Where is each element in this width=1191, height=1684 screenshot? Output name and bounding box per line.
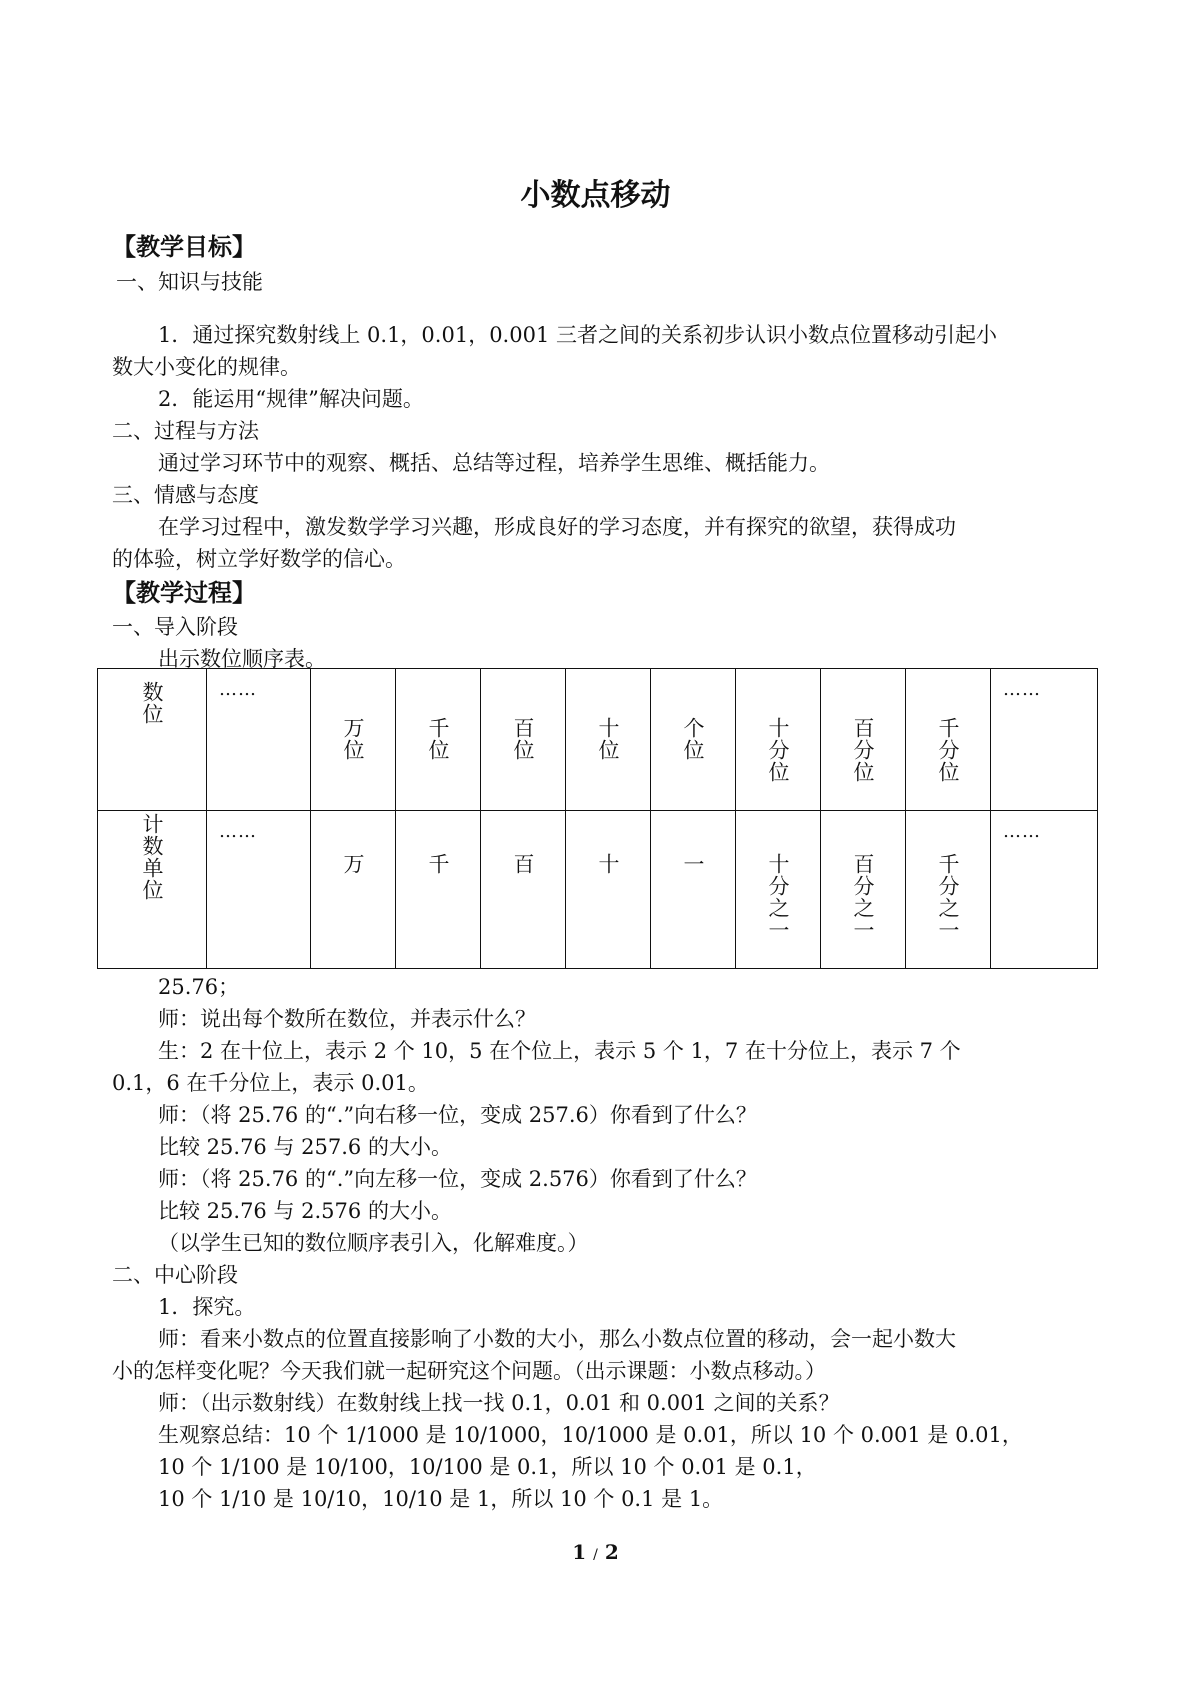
text-line: 生：2 在十位上，表示 2 个 10，5 在个位上，表示 5 个 1，7 在十分位上，表示 7 个	[158, 1039, 961, 1063]
unit-cell	[651, 811, 736, 969]
page-title: 小数点移动	[520, 178, 671, 213]
place-cell	[651, 669, 736, 811]
table-row-units	[98, 811, 1098, 969]
text-line: （以学生已知的数位顺序表引入，化解难度。）	[158, 1231, 589, 1255]
unit-label: 千	[426, 853, 450, 875]
goals-s2-text: 通过学习环节中的观察、概括、总结等过程，培养学生思维、概括能力。	[158, 451, 830, 475]
row-label-units: 计数单位	[140, 813, 164, 901]
text-line: 10 个 1/100 是 10/100，10/100 是 0.1，所以 10 个 0.01 是 0.1，	[158, 1455, 817, 1479]
page-current: 1	[572, 1540, 587, 1564]
process-p1-heading: 一、导入阶段	[112, 615, 238, 639]
place-label: 个位	[681, 717, 705, 761]
place-value-table	[97, 668, 1098, 969]
place-cell	[821, 669, 906, 811]
place-label: 十位	[596, 717, 620, 761]
table-row-places	[98, 669, 1098, 811]
text-line: 师：说出每个数所在数位，并表示什么？	[158, 1007, 536, 1031]
place-cell	[906, 669, 991, 811]
text-line: 师：（将 25.76 的“.”向右移一位，变成 257.6）你看到了什么？	[158, 1103, 757, 1127]
goals-s1-heading: 一、知识与技能	[116, 270, 263, 294]
unit-cell	[566, 811, 651, 969]
unit-cell	[311, 811, 396, 969]
unit-cell	[821, 811, 906, 969]
unit-label: 千分之一	[936, 853, 960, 941]
dots-left: ……	[219, 679, 257, 700]
place-label: 百分位	[851, 717, 875, 783]
dots-cell	[207, 811, 311, 969]
place-label: 百位	[511, 717, 535, 761]
place-label: 千位	[426, 717, 450, 761]
place-cell	[566, 669, 651, 811]
unit-label: 十分之一	[766, 853, 790, 941]
row-label-cell	[98, 669, 207, 811]
dots-cell	[991, 811, 1098, 969]
text-line: 1．探究。	[158, 1295, 256, 1319]
goals-s2-heading: 二、过程与方法	[112, 419, 259, 443]
place-cell	[481, 669, 566, 811]
text-line: 师：（将 25.76 的“.”向左移一位，变成 2.576）你看到了什么？	[158, 1167, 757, 1191]
unit-cell	[481, 811, 566, 969]
unit-label: 百分之一	[851, 853, 875, 941]
goals-s1-item2: 2．能运用“规律”解决问题。	[158, 387, 424, 411]
page-separator: /	[593, 1547, 598, 1563]
unit-cell	[736, 811, 821, 969]
process-p2-heading: 二、中心阶段	[112, 1263, 238, 1287]
place-label: 千分位	[936, 717, 960, 783]
goals-heading: 【教学目标】	[112, 233, 256, 261]
place-cell	[736, 669, 821, 811]
place-label: 万位	[341, 717, 365, 761]
place-label: 十分位	[766, 717, 790, 783]
goals-s3-text-b: 的体验，树立学好数学的信心。	[112, 547, 406, 571]
text-line: 师：（出示数射线）在数射线上找一找 0.1，0.01 和 0.001 之间的关系？	[158, 1391, 840, 1415]
unit-label: 万	[341, 853, 365, 875]
text-line: 师：看来小数点的位置直接影响了小数的大小，那么小数点位置的移动，会一起小数大	[158, 1327, 956, 1351]
page-number	[0, 1540, 1191, 1564]
place-cell	[396, 669, 481, 811]
text-line: 比较 25.76 与 257.6 的大小。	[158, 1135, 452, 1159]
goals-s3-heading: 三、情感与态度	[112, 483, 259, 507]
dots-cell	[207, 669, 311, 811]
dots-right: ……	[1003, 679, 1041, 700]
place-cell	[311, 669, 396, 811]
row-label-places: 数位	[140, 681, 164, 725]
text-line: 比较 25.76 与 2.576 的大小。	[158, 1199, 452, 1223]
text-line: 0.1，6 在千分位上，表示 0.01。	[112, 1071, 429, 1095]
dots-right: ……	[1003, 821, 1041, 842]
unit-cell	[396, 811, 481, 969]
text-line: 生观察总结：10 个 1/1000 是 10/1000，10/1000 是 0.01，所以 10 个 0.001 是 0.01，	[158, 1423, 1023, 1447]
process-p1-intro: 出示数位顺序表。	[158, 647, 326, 671]
dots-left: ……	[219, 821, 257, 842]
page-total: 2	[604, 1540, 619, 1564]
unit-label: 百	[511, 853, 535, 875]
unit-cell	[906, 811, 991, 969]
text-line: 25.76；	[158, 975, 240, 999]
text-line: 10 个 1/10 是 10/10，10/10 是 1，所以 10 个 0.1 是 1。	[158, 1487, 724, 1511]
goals-s3-text-a: 在学习过程中，激发数学学习兴趣，形成良好的学习态度，并有探究的欲望，获得成功	[158, 515, 956, 539]
unit-label: 一	[681, 853, 705, 875]
goals-s1-item1-a: 1．通过探究数射线上 0.1，0.01，0.001 三者之间的关系初步认识小数点位置移动引起小	[158, 323, 997, 347]
process-heading: 【教学过程】	[112, 579, 256, 607]
dots-cell	[991, 669, 1098, 811]
unit-label: 十	[596, 853, 620, 875]
goals-s1-item1-b: 数大小变化的规律。	[112, 355, 301, 379]
text-line: 小的怎样变化呢？今天我们就一起研究这个问题。（出示课题：小数点移动。）	[112, 1359, 826, 1383]
row-label-cell	[98, 811, 207, 969]
